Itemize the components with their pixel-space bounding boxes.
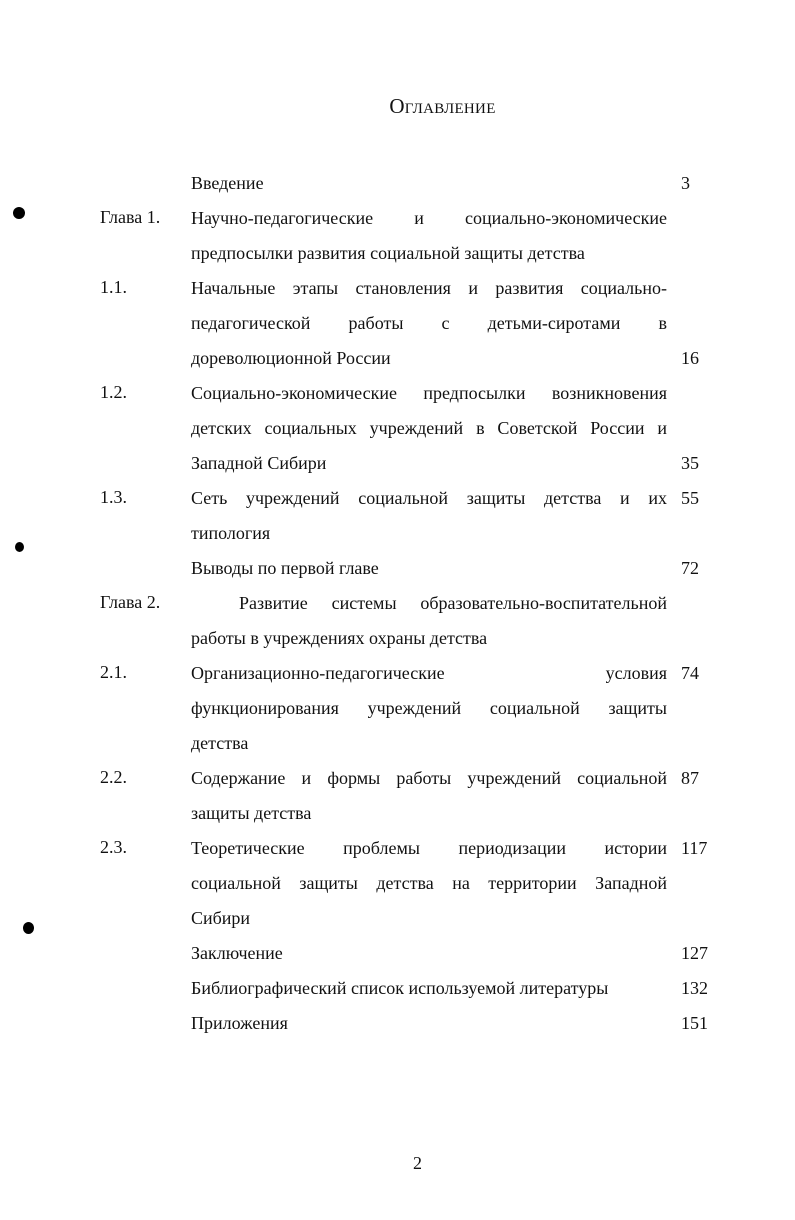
toc-entry-number: 1.2. (100, 382, 127, 402)
footer-page-number: 2 (413, 1153, 422, 1173)
page-title: Оглавление (389, 94, 496, 118)
toc-entry-number: 2.3. (100, 837, 127, 857)
scan-blot-mark (13, 207, 25, 219)
toc-entry-page: 151 (681, 1013, 708, 1033)
toc-entry-title: Теоретические проблемы периодизации истории социальной защиты детства на территории Западной Сибири (191, 838, 667, 928)
toc-entry-page: 132 (681, 978, 708, 998)
toc-entry-title: Научно-педагогические и социально-экономические предпосылки развития социальной защиты детства (191, 208, 667, 263)
toc-entry-page: 3 (681, 173, 690, 193)
toc-entry-page: 74 (681, 663, 699, 683)
scan-blot-mark (23, 922, 34, 934)
toc-entry-title: Организационно-педагогические условия функционирования учреждений социальной защиты детства (191, 663, 667, 753)
toc-entry-page: 127 (681, 943, 708, 963)
toc-entry-title: Выводы по первой главе (191, 558, 379, 578)
toc-entry-page: 16 (681, 348, 699, 368)
toc-entry-title: Приложения (191, 1013, 288, 1033)
toc-entry-page: 72 (681, 558, 699, 578)
toc-entry-number: 2.1. (100, 662, 127, 682)
toc-entry-page: 35 (681, 453, 699, 473)
toc-entry-title: Заключение (191, 943, 283, 963)
toc-entry-title: Библиографический список используемой литературы (191, 978, 609, 998)
toc-entry-title: Содержание и формы работы учреждений социальной защиты детства (191, 768, 667, 823)
toc-entry-title: Начальные этапы становления и развития социально- педагогической работы с детьми-сиротами в дореволюционной России (191, 278, 667, 368)
toc-entry-title: Социально-экономические предпосылки возникновения детских социальных учреждений в Советской России и Западной Сибири (191, 383, 667, 473)
toc-entry-number: Глава 1. (100, 207, 161, 227)
toc-entry-title: Развитие системы образовательно-воспитательной работы в учреждениях охраны детства (191, 593, 667, 648)
toc-entry-number: 1.3. (100, 487, 127, 507)
toc-entry-title: Введение (191, 173, 264, 193)
toc-entry-number: 1.1. (100, 277, 127, 297)
toc-entry-number: 2.2. (100, 767, 127, 787)
toc-entry-number: Глава 2. (100, 592, 161, 612)
toc-entry-page: 87 (681, 768, 699, 788)
toc-entry-page: 55 (681, 488, 699, 508)
toc-entry-page: 117 (681, 838, 708, 858)
toc-entry-title: Сеть учреждений социальной защиты детства и их типология (191, 488, 667, 543)
scan-blot-mark (15, 542, 24, 552)
